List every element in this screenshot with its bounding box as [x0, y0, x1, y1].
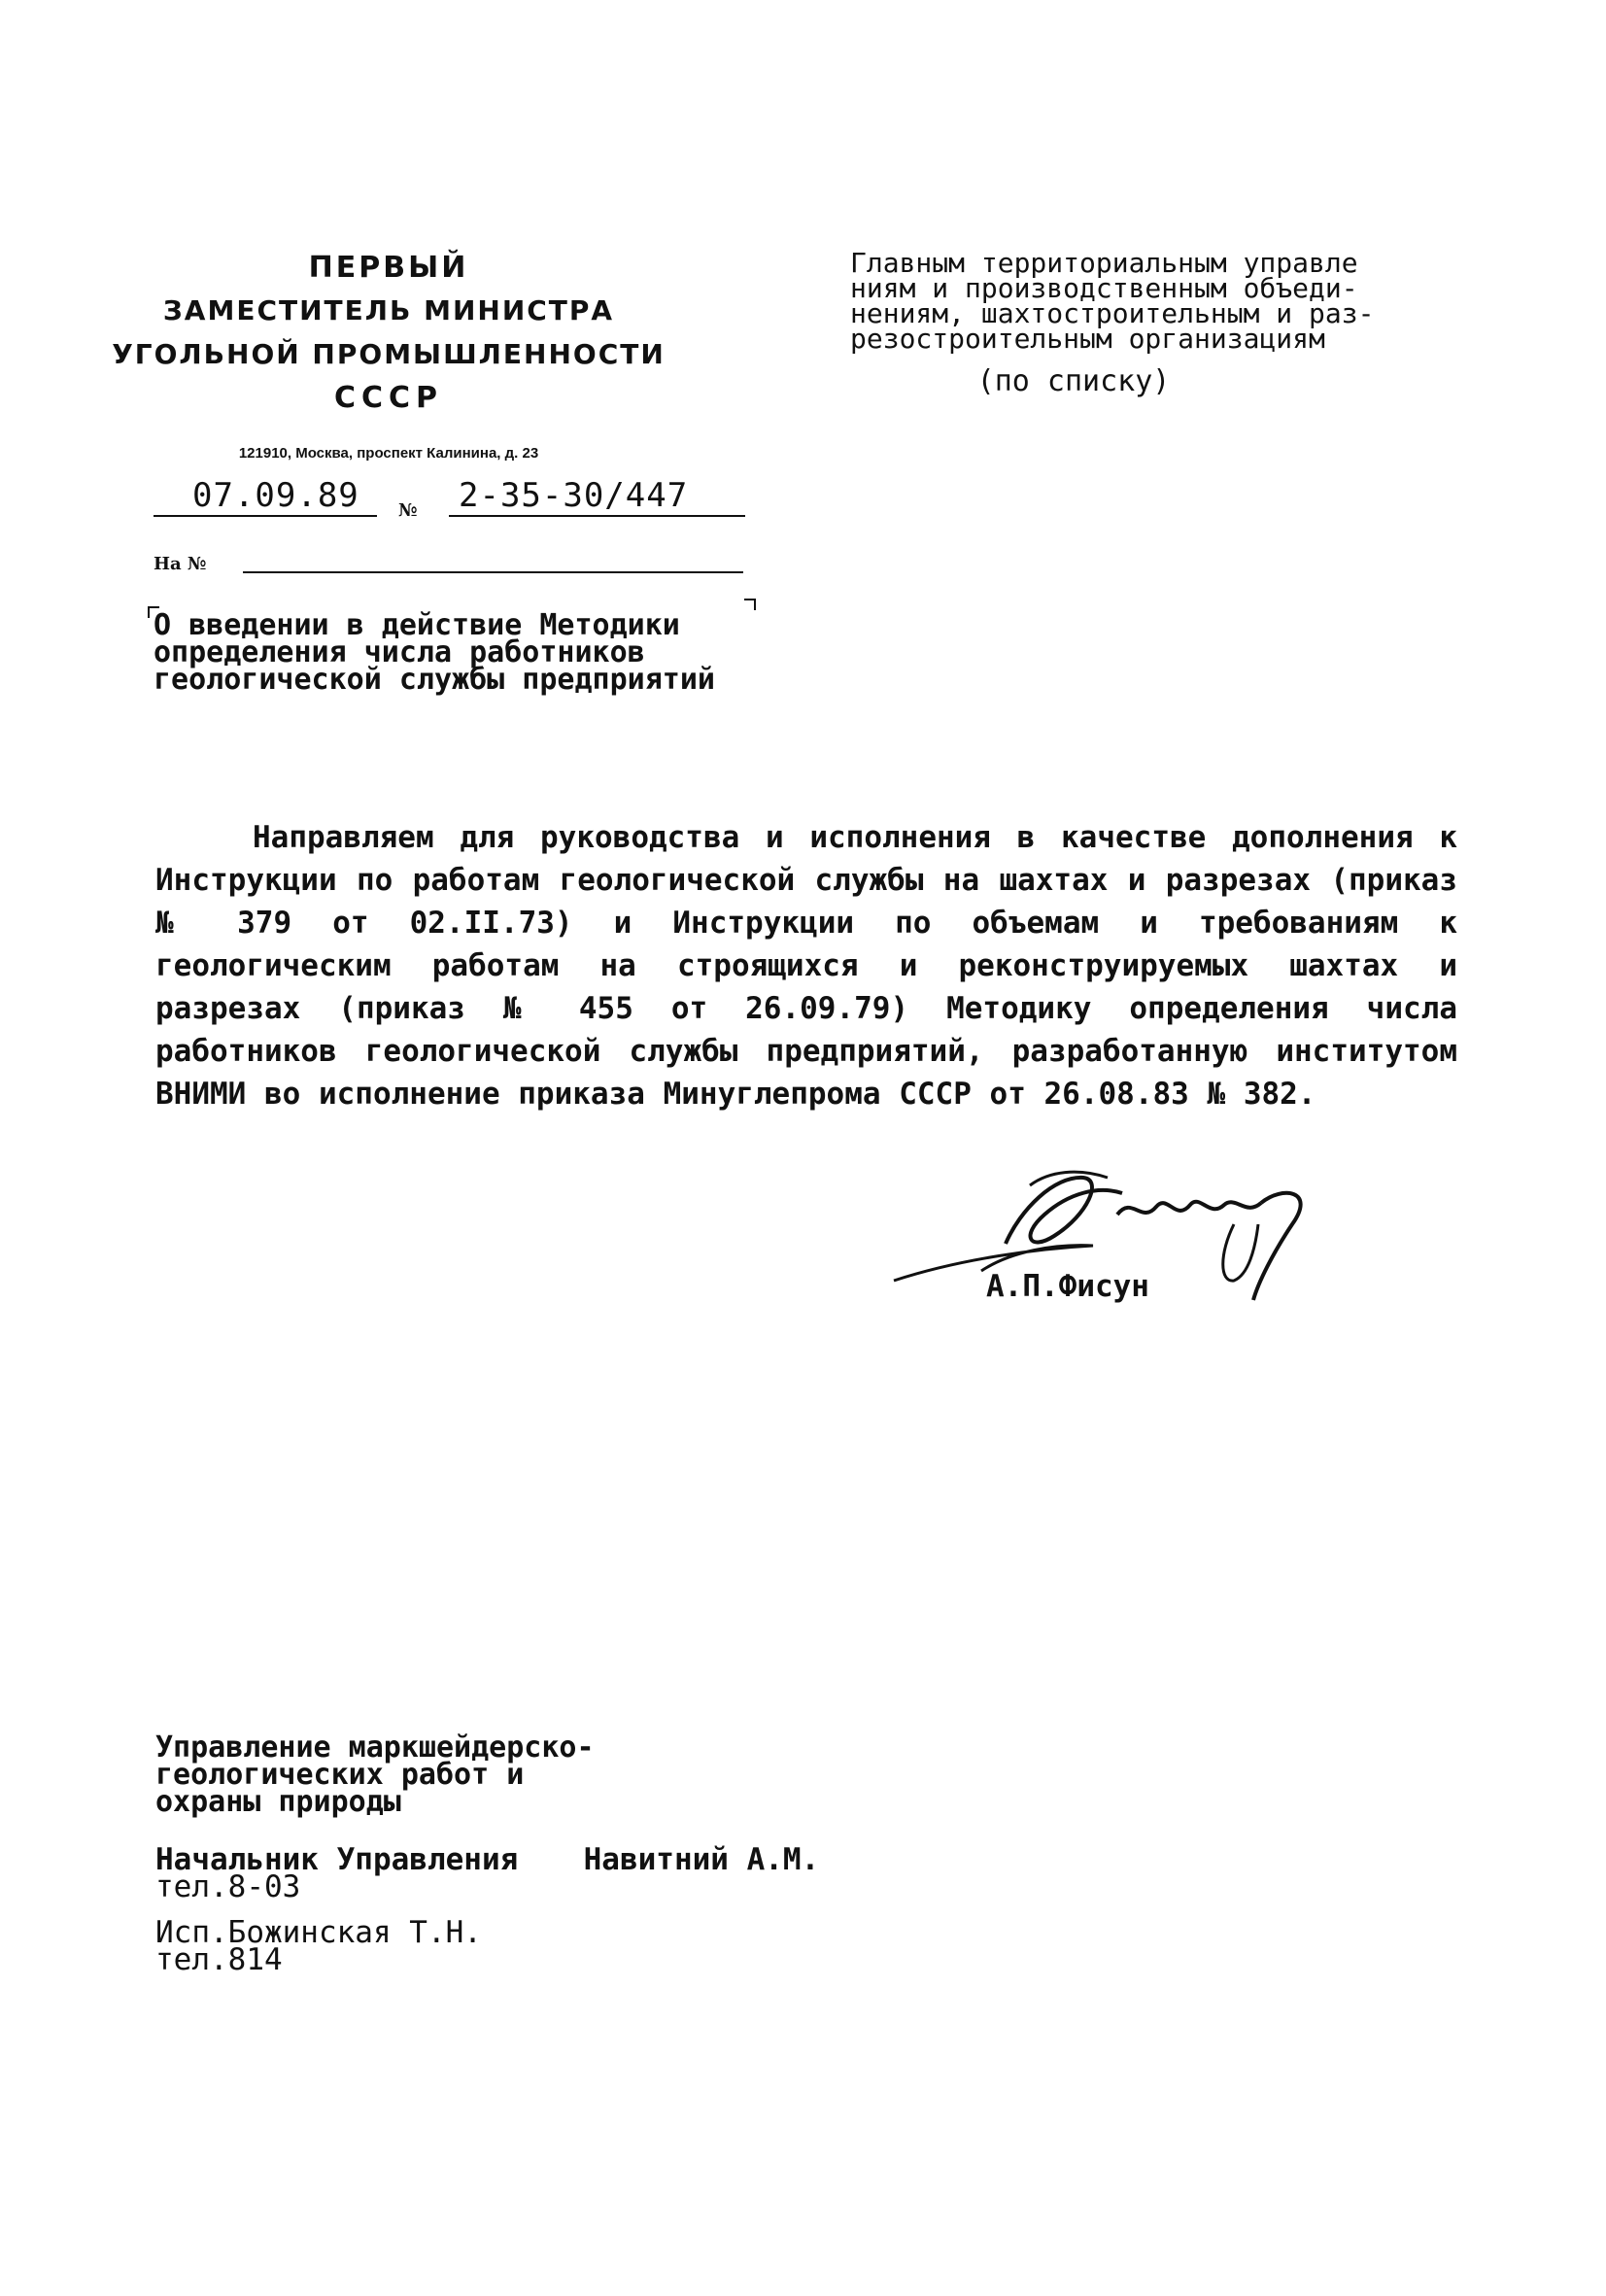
body-paragraph: Направляем для руководства и исполнения в качестве дополнения к Инструкции по работам геологической службы на шахтах и разрезах (приказ № 379 от 02.II.73) и Инструкции по объемам и требованиям к геологическим работам на строящихся и реконструируемых шахтах и разрезах (приказ № 455 от 26.09.79) Методику определения числа работников геологической службы предприятий, разработанную институтом ВНИМИ во исполнение приказа Минуглепрома СССР от 26.08.83 № 382.	[155, 820, 1457, 1112]
footer-head-block	[155, 1842, 820, 1904]
subject-bracket-right	[744, 599, 756, 610]
footer-department-line: Управление маркшейдерско-	[155, 1731, 595, 1765]
footer-department-line: геологических работ и	[155, 1758, 525, 1792]
footer-department-line: охраны природы	[155, 1785, 401, 1819]
subject-line: геологической службы предприятий	[154, 663, 715, 697]
addressee-line: Главным территориальным управле	[850, 247, 1358, 279]
document-number: 2-35-30/447	[459, 476, 689, 515]
subject-line: определения числа работников	[154, 635, 645, 669]
addressee-line: нениям, шахтостроительным и раз-	[850, 297, 1375, 329]
letterhead-line-3: УГОЛЬНОЙ ПРОМЫШЛЕННОСТИ	[112, 338, 666, 370]
addressee-note: (по списку)	[976, 364, 1171, 398]
reply-line	[243, 532, 743, 573]
executor-phone: тел.814	[155, 1942, 283, 1977]
letterhead-address: 121910, Москва, проспект Калинина, д. 23	[238, 445, 539, 462]
head-title: Начальник Управления	[155, 1842, 519, 1877]
number-label: №	[398, 500, 418, 521]
number-line	[449, 476, 745, 517]
letterhead-line-1: ПЕРВЫЙ	[308, 251, 469, 285]
addressee-block	[850, 247, 1482, 398]
footer-department	[155, 1731, 595, 1819]
head-name: Навитний А.М.	[583, 1842, 820, 1877]
letterhead-line-4: СССР	[333, 381, 444, 415]
subject-bracket-left	[148, 606, 159, 618]
executor-name: Исп.Божинская Т.Н.	[155, 1915, 482, 1950]
letterhead-line-2: ЗАМЕСТИТЕЛЬ МИНИСТРА	[162, 294, 615, 326]
reply-label: На №	[154, 554, 207, 574]
addressee-line: ниям и производственным объеди-	[850, 272, 1358, 304]
head-phone: тел.8-03	[155, 1869, 301, 1904]
addressee-line: резостроительным организациям	[850, 323, 1325, 355]
subject-line: О введении в действие Методики	[154, 608, 680, 642]
subject-block	[154, 608, 775, 697]
date-line	[154, 476, 377, 517]
document-date: 07.09.89	[192, 476, 359, 515]
footer-executor-block	[155, 1915, 482, 1977]
signer-name: А.П.Фисун	[986, 1269, 1149, 1304]
